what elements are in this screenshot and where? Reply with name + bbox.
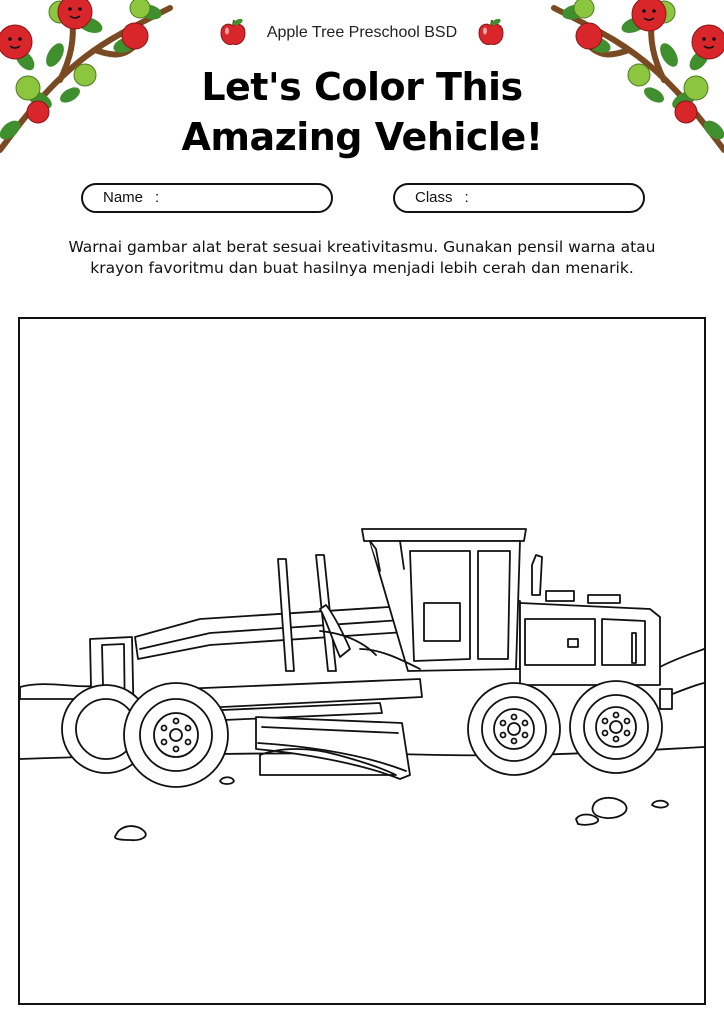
rock [115,826,146,840]
class-field[interactable] [393,183,645,213]
motor-grader-illustration [20,319,704,1003]
title-line-1: Let's Color This [201,65,523,109]
rock [220,777,234,784]
grader-blade [256,717,410,779]
instructions-line-1: Warnai gambar alat berat sesuai kreativitasmu. Gunakan pensil warna atau [68,238,656,256]
page-title [0,62,724,162]
coloring-frame [18,317,706,1005]
front-wheel [124,683,228,787]
cab-roof [362,529,526,541]
rock [576,815,598,825]
school-header [0,18,724,48]
name-field[interactable] [81,183,333,213]
school-name: Apple Tree Preschool BSD [266,24,458,41]
title-line-2: Amazing Vehicle! [181,115,543,159]
rear-wheel-middle [468,683,560,775]
rear-wheel-back [570,681,662,773]
instructions-line-2: krayon favoritmu dan buat hasilnya menjadi lebih cerah dan menarik. [90,259,634,277]
apple-icon [218,18,248,48]
instructions [30,237,694,279]
rock [593,798,627,818]
class-colon: : [464,189,469,206]
class-label: Class [415,189,453,206]
apple-icon [476,18,506,48]
rock [652,801,668,808]
name-colon: : [155,189,160,206]
name-label: Name [103,189,144,206]
